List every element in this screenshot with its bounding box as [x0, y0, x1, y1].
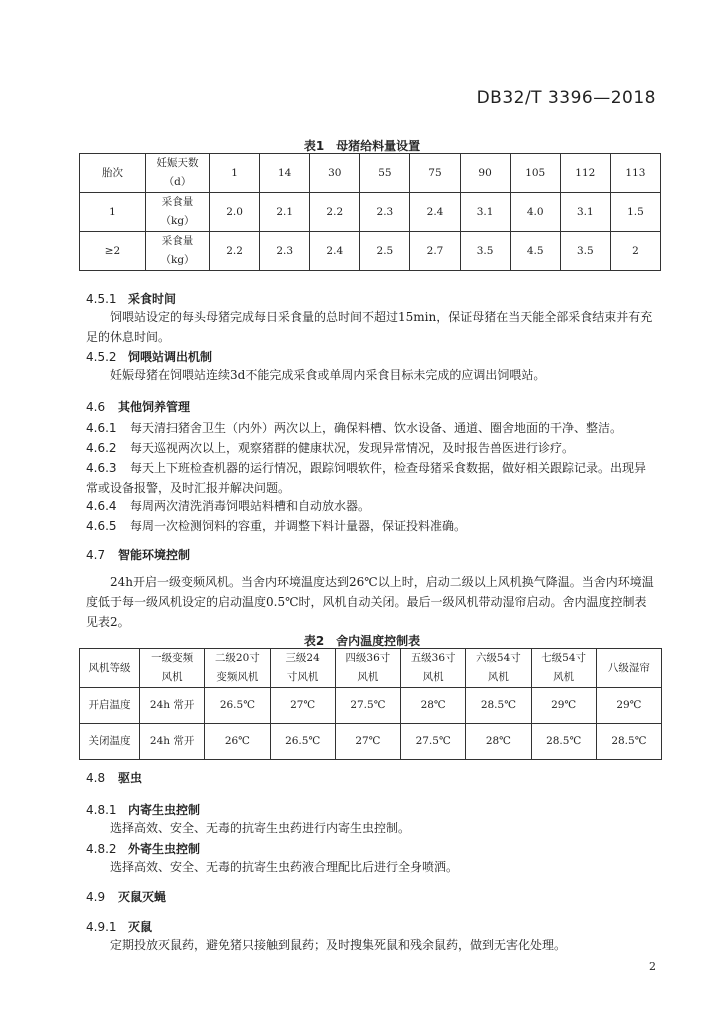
- table-cell: 27℃: [270, 688, 335, 724]
- item-text: 每周一次检测饲料的容重，并调整下料计量器，保证投料准确。: [130, 519, 467, 533]
- table-cell: 2.1: [260, 193, 310, 232]
- section-4-5-2-heading: 4.5.2 饲喂站调出机制: [86, 350, 213, 364]
- table-cell: 28℃: [401, 688, 466, 724]
- table1-header-cell: 75: [410, 154, 460, 193]
- table2-caption: 表2 舍内温度控制表: [303, 634, 421, 648]
- table-cell: 27.5℃: [401, 724, 466, 760]
- table-cell: 关闭温度: [80, 724, 140, 760]
- table-cell: 3.5: [460, 232, 510, 271]
- table-cell: 24h 常开: [140, 724, 205, 760]
- section-4-6-heading: 4.6 其他饲养管理: [86, 400, 191, 414]
- table1-caption: 表1 母猪给料量设置: [303, 139, 421, 153]
- table1-header-cell: 112: [560, 154, 610, 193]
- item-text: 每天巡视两次以上，观察猪群的健康状况，发现异常情况，及时报告兽医进行诊疗。: [130, 441, 575, 455]
- table-row: [80, 232, 661, 271]
- table-cell: 28.5℃: [466, 688, 531, 724]
- feeding-table: [79, 153, 661, 271]
- section-4-9-1-body: 定期投放灭鼠药，避免猪只接触到鼠药；及时搜集死鼠和残余鼠药，做到无害化处理。: [110, 938, 567, 952]
- table1-header-cell: 113: [610, 154, 660, 193]
- table-cell: ≥2: [80, 232, 146, 271]
- table2-header-cell: 一级变频 风机: [140, 649, 205, 688]
- table-cell: 4.5: [510, 232, 560, 271]
- table-cell: 2: [610, 232, 660, 271]
- table1-header-row: [80, 154, 661, 193]
- table-cell: 28.5℃: [596, 724, 661, 760]
- table-cell: 2.2: [210, 232, 260, 271]
- table-cell: 2.4: [310, 232, 360, 271]
- table-cell: 开启温度: [80, 688, 140, 724]
- table-cell: 1: [80, 193, 146, 232]
- table1-header-cell: 妊娠天数 （d）: [146, 154, 210, 193]
- table1-header-cell: 105: [510, 154, 560, 193]
- table-cell: 29℃: [531, 688, 596, 724]
- table1-header-cell: 14: [260, 154, 310, 193]
- section-4-7-body: 24h开启一级变频风机。当舍内环境温度达到26℃以上时，启动二级以上风机换气降温。当舍内环境温度低于每一级风机设定的启动温度0.5℃时，风机自动关闭。最后一级风机带动湿帘启动。舍内温度控制表见表2。: [86, 575, 654, 629]
- table-cell: 2.4: [410, 193, 460, 232]
- table1-header-cell: 30: [310, 154, 360, 193]
- section-4-8-1-heading: 4.8.1 内寄生虫控制: [86, 803, 201, 817]
- table2-header-cell: 六级54寸 风机: [466, 649, 531, 688]
- item-number: 4.6.3: [86, 461, 117, 475]
- section-4-8-1-body: 选择高效、安全、无毒的抗寄生虫药进行内寄生虫控制。: [110, 821, 411, 835]
- table-cell: 2.3: [360, 193, 410, 232]
- table-cell: 2.0: [210, 193, 260, 232]
- table2-header-cell: 八级湿帘: [596, 649, 661, 688]
- section-4-6-item: [86, 458, 656, 498]
- section-4-6-item: [86, 496, 656, 516]
- table-cell: 2.3: [260, 232, 310, 271]
- table-cell: 2.5: [360, 232, 410, 271]
- section-4-9-1-heading: 4.9.1 灭鼠: [86, 920, 153, 934]
- table-cell: 2.2: [310, 193, 360, 232]
- table-cell: 27.5℃: [335, 688, 400, 724]
- table-cell: 采食量 （kg）: [146, 232, 210, 271]
- section-4-8-2-body: 选择高效、安全、无毒的抗寄生虫药液合理配比后进行全身喷洒。: [110, 860, 459, 874]
- table-cell: 26℃: [205, 724, 270, 760]
- table-cell: 3.1: [460, 193, 510, 232]
- standard-code: DB32/T 3396—2018: [476, 88, 656, 108]
- table-cell: 27℃: [335, 724, 400, 760]
- section-4-7-heading: 4.7 智能环境控制: [86, 548, 191, 562]
- table2-header-cell: 三级24 寸风机: [270, 649, 335, 688]
- table-cell: 2.7: [410, 232, 460, 271]
- table-cell: 28.5℃: [531, 724, 596, 760]
- section-4-5-2-body: 妊娠母猪在饲喂站连续3d不能完成采食或单周内采食目标未完成的应调出饲喂站。: [110, 368, 546, 382]
- table1-header-cell: 90: [460, 154, 510, 193]
- table-cell: 28℃: [466, 724, 531, 760]
- item-number: 4.6.5: [86, 519, 117, 533]
- table1-header-cell: 1: [210, 154, 260, 193]
- item-number: 4.6.2: [86, 441, 117, 455]
- item-text: 每天上下班检查机器的运行情况，跟踪饲喂软件，检查母猪采食数据，做好相关跟踪记录。出现异常或设备报警，及时汇报并解决问题。: [86, 461, 647, 495]
- table2-header-cell: 二级20寸 变频风机: [205, 649, 270, 688]
- page-number: 2: [649, 960, 656, 973]
- table-cell: 3.1: [560, 193, 610, 232]
- item-number: 4.6.4: [86, 499, 117, 513]
- section-4-5-1-body: 饲喂站设定的每头母猪完成每日采食量的总时间不超过15min，保证母猪在当天能全部采食结束并有充足的休息时间。: [86, 310, 653, 344]
- section-4-6-item: [86, 516, 656, 536]
- table-row: [80, 688, 662, 724]
- table-cell: 1.5: [610, 193, 660, 232]
- table2-header-cell: 四级36寸 风机: [335, 649, 400, 688]
- table-cell: 24h 常开: [140, 688, 205, 724]
- section-4-6-item: [86, 438, 656, 458]
- table2-header-cell: 五级36寸 风机: [401, 649, 466, 688]
- table-cell: 采食量 （kg）: [146, 193, 210, 232]
- section-4-5-1-heading: 4.5.1 采食时间: [86, 292, 177, 306]
- table2-header-cell: 七级54寸 风机: [531, 649, 596, 688]
- table-cell: 26.5℃: [270, 724, 335, 760]
- table-cell: 3.5: [560, 232, 610, 271]
- section-4-9-heading: 4.9 灭鼠灭蝇: [86, 890, 167, 904]
- table-cell: 26.5℃: [205, 688, 270, 724]
- temperature-table: [79, 648, 662, 760]
- item-number: 4.6.1: [86, 421, 117, 435]
- table-row: [80, 724, 662, 760]
- section-4-8-2-heading: 4.8.2 外寄生虫控制: [86, 842, 201, 856]
- table1-header-cell: 胎次: [80, 154, 146, 193]
- table2-header-cell: 风机等级: [80, 649, 140, 688]
- table-row: [80, 193, 661, 232]
- table-cell: 4.0: [510, 193, 560, 232]
- section-4-6-item: [86, 418, 656, 438]
- item-text: 每周两次清洗消毒饲喂站料槽和自动放水器。: [130, 499, 371, 513]
- item-text: 每天清扫猪舍卫生（内外）两次以上，确保料槽、饮水设备、通道、圈舍地面的干净、整洁。: [130, 421, 623, 435]
- table-cell: 29℃: [596, 688, 661, 724]
- table2-header-row: [80, 649, 662, 688]
- table1-header-cell: 55: [360, 154, 410, 193]
- section-4-8-heading: 4.8 驱虫: [86, 771, 143, 785]
